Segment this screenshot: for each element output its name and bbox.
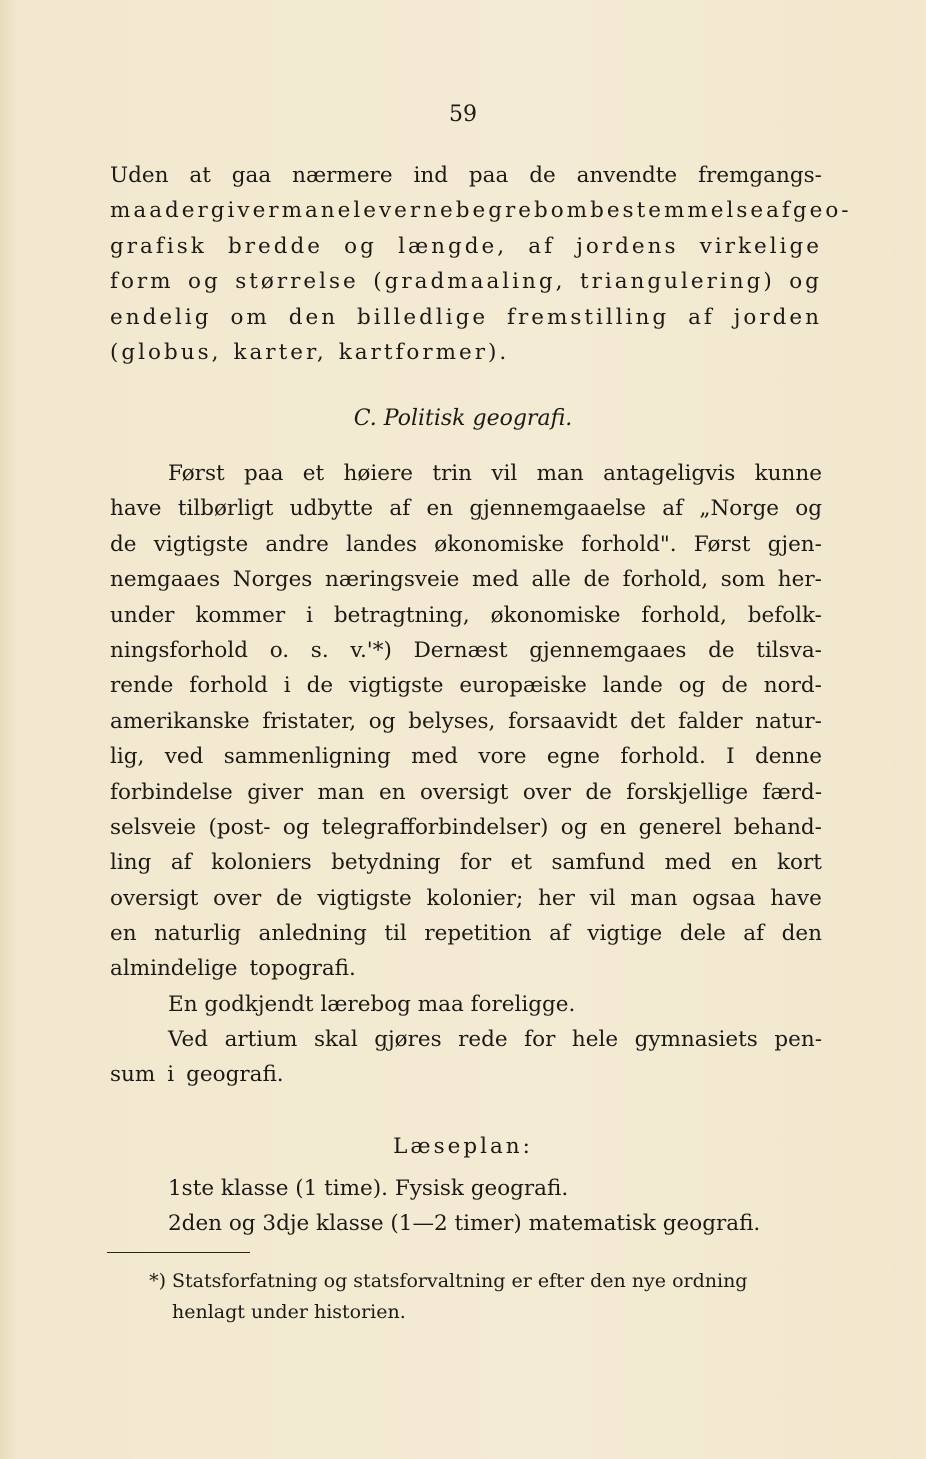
- word: i: [306, 602, 313, 628]
- word: billedlige: [356, 304, 489, 330]
- word: andre: [265, 531, 329, 557]
- word: paa: [244, 461, 284, 486]
- word: kartformer).: [338, 339, 510, 365]
- word: virkelige: [699, 233, 822, 259]
- word: som: [720, 567, 766, 593]
- text-line: [110, 845, 822, 880]
- word: form: [110, 269, 174, 295]
- text-line: [110, 775, 822, 810]
- word: de: [306, 673, 334, 699]
- word: udbytte: [289, 496, 374, 522]
- text-line: [110, 562, 822, 597]
- word: fremgangs-: [698, 163, 822, 188]
- word: tilsva-: [756, 637, 822, 663]
- word: fristater,: [262, 708, 357, 734]
- word: en: [378, 779, 406, 805]
- word: i: [283, 673, 291, 699]
- word: med: [411, 744, 459, 770]
- word: for: [459, 850, 492, 876]
- text-line: [110, 951, 822, 986]
- word: og: [795, 496, 822, 522]
- word: (post-: [208, 814, 271, 840]
- word: dele: [679, 921, 726, 947]
- word: de: [583, 567, 610, 593]
- word: natur-: [755, 708, 822, 734]
- text-line: [110, 527, 822, 562]
- word: vigtigste: [153, 531, 249, 557]
- word: af: [743, 921, 765, 947]
- text-line: [110, 704, 822, 739]
- word: færd-: [762, 779, 822, 805]
- word: naturlig: [154, 921, 242, 947]
- footnote-line: henlagt under historien.: [172, 1301, 406, 1323]
- word: de: [585, 779, 612, 805]
- word: Norges: [232, 567, 313, 593]
- word: de: [276, 885, 303, 911]
- word: giver: [247, 779, 304, 805]
- word: og: [789, 269, 822, 295]
- word: oversigt: [110, 885, 199, 911]
- word: ind: [413, 163, 448, 188]
- word: af: [766, 198, 793, 224]
- word: oversigt: [419, 779, 509, 805]
- word: gjennemgaaelse: [469, 496, 647, 522]
- text-line: [110, 598, 822, 633]
- word: af: [528, 233, 556, 259]
- word: og: [282, 814, 310, 840]
- text-line: [110, 739, 822, 774]
- word: og: [560, 814, 588, 840]
- word: vigtige: [587, 921, 663, 947]
- word: Først: [168, 461, 225, 486]
- word: „Norge: [699, 496, 780, 522]
- word: tilbørligt: [177, 496, 274, 522]
- word: artium: [224, 1027, 298, 1052]
- word: en: [730, 850, 758, 876]
- word: med: [664, 850, 712, 876]
- word: Dernæst: [413, 637, 508, 663]
- word: en: [599, 814, 627, 840]
- word: man: [630, 885, 678, 911]
- word: de: [721, 673, 748, 699]
- word: lande: [602, 673, 663, 699]
- plan-item: 2den og 3dje klasse (1—2 timer) matematisk geografi.: [168, 1211, 761, 1236]
- word: og: [678, 673, 706, 699]
- word: falder: [678, 708, 743, 734]
- word: repetition: [424, 921, 532, 947]
- paragraph-1: [110, 158, 852, 370]
- word: rende: [110, 673, 174, 699]
- word: ved: [164, 744, 204, 770]
- text-line: [110, 1057, 822, 1092]
- word: om: [230, 304, 270, 330]
- paragraph-3: [110, 987, 822, 1022]
- word: Ved: [168, 1027, 209, 1052]
- word: vil: [589, 885, 616, 911]
- footnote: [110, 1266, 822, 1328]
- word: ling: [110, 850, 152, 876]
- word: grafisk: [110, 233, 207, 259]
- word: eleverne: [337, 198, 456, 224]
- word: forskjellige: [626, 779, 749, 805]
- word: nord-: [763, 673, 822, 699]
- footnote-text: Statsforfatning og statsforvaltning er efter den nye ordning: [172, 1270, 748, 1292]
- word: vigtigste: [349, 673, 444, 699]
- text-line: [110, 335, 822, 370]
- word: forhold: [189, 673, 268, 699]
- word: forbindelse: [110, 779, 233, 805]
- word: af: [662, 496, 684, 522]
- word: behand-: [733, 814, 822, 840]
- word: Først: [693, 531, 751, 557]
- word: Uden: [110, 163, 169, 188]
- word: længde,: [398, 233, 508, 259]
- word: telegrafforbindelser): [321, 814, 549, 840]
- paragraph-4: [110, 1022, 822, 1093]
- word: have: [770, 885, 822, 911]
- text-line: [110, 229, 822, 264]
- word: sammenligning: [223, 744, 391, 770]
- word: med: [471, 567, 519, 593]
- word: endelig: [110, 304, 212, 330]
- word: v.'*): [350, 637, 392, 663]
- word: og: [344, 233, 377, 259]
- word: og: [188, 269, 221, 295]
- word: et: [302, 461, 325, 486]
- word: over: [522, 779, 571, 805]
- word: af: [549, 921, 570, 947]
- word: vore: [478, 744, 527, 770]
- word: amerikanske: [110, 708, 250, 734]
- word: kort: [776, 850, 822, 876]
- word: ningsforhold: [110, 637, 248, 663]
- text-line: [110, 456, 822, 491]
- word: befolk-: [747, 602, 822, 628]
- word: vil: [491, 461, 518, 486]
- word: giver: [210, 198, 282, 224]
- word: den: [288, 304, 339, 330]
- word: koloniers: [211, 850, 312, 876]
- word: lig,: [110, 744, 145, 770]
- word: generel: [638, 814, 722, 840]
- section-heading: C. Politisk geografi.: [353, 406, 573, 431]
- word: for: [524, 1027, 556, 1052]
- word: jorden: [733, 304, 822, 330]
- word: nærmere: [292, 163, 393, 188]
- word: almindelige: [110, 956, 238, 982]
- word: af: [688, 304, 715, 330]
- word: kunne: [754, 461, 822, 486]
- footnote-line: [110, 1266, 822, 1297]
- word: bestemmelse: [590, 198, 767, 224]
- page-number: 59: [449, 102, 477, 127]
- word: de: [708, 637, 735, 663]
- word: gjen-: [767, 531, 822, 557]
- word: alle: [531, 567, 571, 593]
- word: de: [529, 163, 556, 188]
- word: antageligvis: [603, 461, 736, 486]
- word: bredde: [227, 233, 323, 259]
- word: kolonier;: [426, 885, 524, 911]
- word: man: [281, 198, 338, 224]
- word: denne: [755, 744, 822, 770]
- word: høiere: [343, 461, 413, 486]
- word: maader: [110, 198, 211, 224]
- word: betydning: [331, 850, 441, 876]
- word: forhold,: [641, 602, 727, 628]
- plan-item: 1ste klasse (1 time). Fysisk geografi.: [168, 1176, 569, 1201]
- word: karter,: [233, 339, 327, 365]
- word: til: [384, 921, 407, 947]
- word: sum: [110, 1062, 156, 1088]
- text-line: [110, 810, 822, 845]
- word: ogsaa: [692, 885, 756, 911]
- word: i: [167, 1062, 175, 1088]
- word: forhold".: [581, 531, 677, 557]
- word: (globus,: [110, 339, 222, 365]
- word: gjøres: [374, 1027, 442, 1052]
- word: betragtning,: [333, 602, 470, 628]
- word: triangulering): [579, 269, 775, 295]
- word: forhold,: [622, 567, 709, 593]
- word: økonomiske: [490, 602, 621, 628]
- word: det: [630, 708, 666, 734]
- word: pen-: [774, 1027, 822, 1052]
- text-line: [110, 300, 822, 335]
- word: trin: [432, 461, 472, 486]
- text-line: [110, 264, 822, 299]
- word: anvendte: [576, 163, 678, 188]
- word: selsveie: [110, 814, 197, 840]
- text-line: [110, 633, 822, 668]
- word: næringsveie: [325, 567, 460, 593]
- word: hele: [571, 1027, 619, 1052]
- word: topografi.: [249, 956, 356, 982]
- text-line: [110, 491, 822, 526]
- word: forsaavidt: [508, 708, 618, 734]
- word: nemgaaes: [110, 567, 221, 593]
- word: kommer: [195, 602, 286, 628]
- word: en: [426, 496, 454, 522]
- word: skal: [313, 1027, 358, 1052]
- word: europæiske: [459, 673, 587, 699]
- word: om: [550, 198, 591, 224]
- word: vigtigste: [317, 885, 412, 911]
- footnote-mark: *): [149, 1270, 166, 1292]
- word: o.: [269, 637, 290, 663]
- footnote-rule: [107, 1252, 250, 1253]
- word: anledning: [258, 921, 367, 947]
- word: begreb: [455, 198, 551, 224]
- word: rede: [458, 1027, 508, 1052]
- word: (gradmaaling,: [373, 269, 566, 295]
- word: under: [110, 602, 175, 628]
- word: at: [189, 163, 211, 188]
- word: man: [317, 779, 365, 805]
- word: over: [213, 885, 262, 911]
- word: de: [110, 531, 137, 557]
- word: gjennemgaaes: [529, 637, 687, 663]
- word: et: [510, 850, 532, 876]
- text-line: [110, 158, 822, 193]
- word: jordens: [576, 233, 679, 259]
- word: paa: [468, 163, 509, 188]
- word: gaa: [231, 163, 272, 188]
- text-line: [110, 881, 822, 916]
- word: landes: [346, 531, 418, 557]
- word: af: [389, 496, 411, 522]
- text-line: En godkjendt lærebog maa foreligge.: [168, 992, 576, 1017]
- word: forhold.: [620, 744, 706, 770]
- text-line: [110, 668, 822, 703]
- word: s.: [310, 637, 329, 663]
- text-line: [110, 1022, 822, 1057]
- word: fremstilling: [507, 304, 670, 330]
- word: egne: [546, 744, 600, 770]
- word: belyses,: [408, 708, 496, 734]
- text-line: [110, 916, 822, 951]
- word: økonomiske: [434, 531, 565, 557]
- word: størrelse: [235, 269, 359, 295]
- word: I: [726, 744, 735, 770]
- word: geo-: [792, 198, 852, 224]
- word: og: [368, 708, 396, 734]
- word: her: [538, 885, 575, 911]
- word: en: [110, 921, 137, 947]
- word: have: [110, 496, 162, 522]
- word: man: [536, 461, 584, 486]
- word: geografi.: [186, 1062, 284, 1088]
- word: af: [170, 850, 192, 876]
- paragraph-2: [110, 456, 822, 987]
- text-line: [110, 193, 852, 228]
- word: den: [781, 921, 822, 947]
- word: samfund: [551, 850, 646, 876]
- word: her-: [777, 567, 822, 593]
- word: gymnasiets: [634, 1027, 758, 1052]
- laeseplan-title: Læseplan:: [393, 1134, 533, 1159]
